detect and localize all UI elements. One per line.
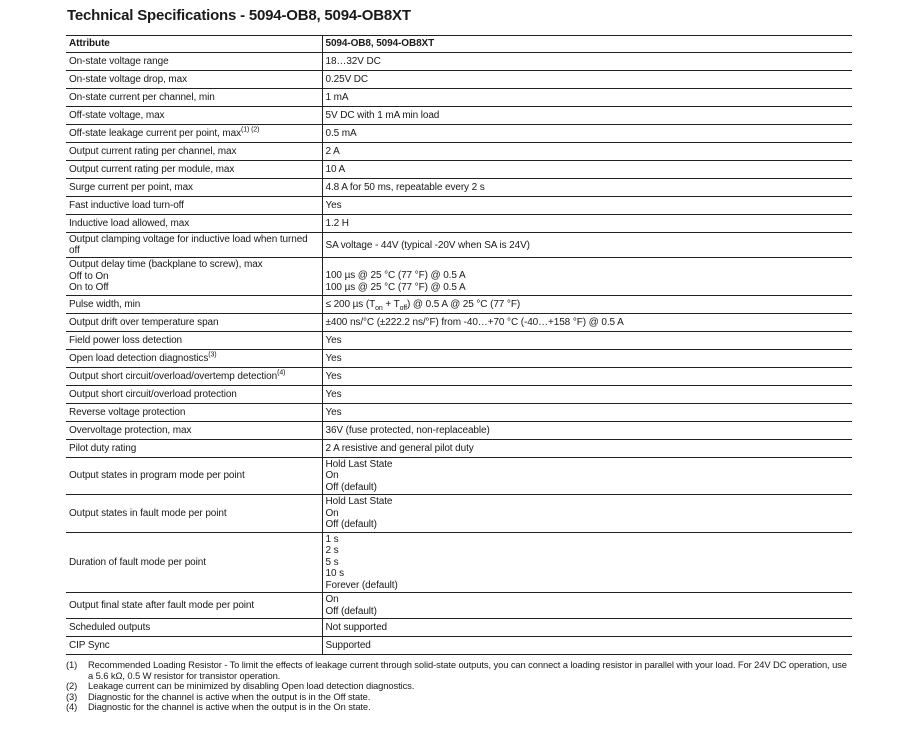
attribute-line: Off to On	[69, 270, 109, 282]
footnote-text: Leakage current can be minimized by disabling Open load detection diagnostics.	[88, 680, 415, 692]
table-row	[66, 143, 852, 161]
attribute-cell	[66, 71, 322, 89]
value-text: Not supported	[325, 622, 388, 633]
spec-table	[66, 35, 852, 655]
value-line: On	[325, 507, 339, 519]
value-subscript: on	[375, 304, 383, 312]
attribute-label: Output states in fault mode per point	[69, 507, 227, 519]
table-row	[66, 161, 852, 179]
value-line: 5 s	[325, 556, 339, 568]
attribute-label: Pilot duty rating	[69, 442, 137, 454]
table-row	[66, 179, 852, 197]
value-cell	[322, 179, 852, 197]
value-cell	[322, 161, 852, 179]
value-cell	[322, 258, 852, 296]
table-row	[66, 233, 852, 258]
attribute-line: On to Off	[69, 282, 109, 293]
table-row	[66, 331, 852, 349]
footnote-number: (3)	[66, 690, 78, 702]
attribute-cell	[66, 258, 322, 296]
value-cell	[322, 125, 852, 143]
value-text: + T	[382, 298, 400, 310]
attribute-label: Output drift over temperature span	[69, 316, 219, 328]
table-row	[66, 295, 852, 313]
table-row	[66, 197, 852, 215]
attribute-cell	[66, 107, 322, 125]
table-row	[66, 385, 852, 403]
value-cell	[322, 89, 852, 107]
value-line	[326, 259, 850, 270]
table-row	[66, 89, 852, 107]
table-row	[66, 532, 852, 593]
attribute-cell	[66, 179, 322, 197]
attribute-label: Off-state leakage current per point, max	[69, 128, 242, 139]
value-text: 2 A	[325, 146, 340, 157]
footnote-number: (2)	[66, 680, 78, 692]
footnote-text: Diagnostic for the channel is active when the output is in the On state.	[88, 701, 371, 713]
attribute-label: On-state current per channel, min	[69, 92, 215, 103]
attribute-label: Output short circuit/overload/overtemp detection	[69, 370, 278, 382]
attribute-cell	[66, 421, 322, 439]
footnote-ref: (3)	[208, 351, 217, 359]
value-text: 0.25V DC	[325, 74, 369, 85]
value-line: 10 s	[325, 568, 345, 579]
value-cell	[322, 53, 852, 71]
attribute-cell	[66, 295, 322, 313]
footnotes	[66, 660, 852, 713]
value-cell	[322, 215, 852, 233]
footnote-ref: (4)	[277, 369, 286, 377]
value-text: 1.2 H	[325, 218, 349, 229]
value-cell	[322, 403, 852, 421]
attribute-cell	[66, 532, 322, 593]
page-title: Technical Specifications - 5094-OB8, 5094-OB8XT	[67, 7, 411, 24]
value-line: Forever (default)	[325, 579, 398, 591]
table-row	[66, 619, 852, 637]
attribute-label: CIP Sync	[69, 640, 110, 651]
footnote-text: Diagnostic for the channel is active when the output is in the Off state.	[88, 690, 371, 702]
value-cell	[322, 349, 852, 367]
attribute-label: Off-state voltage, max	[69, 110, 165, 121]
value-line: 1 s	[325, 533, 339, 545]
attribute-label: Duration of fault mode per point	[69, 556, 206, 568]
value-text: Yes	[325, 200, 342, 211]
footnote-text: Recommended Loading Resistor - To limit the effects of leakage current through solid-state outputs, you can connect a loading resistor in parallel with your load. For 24V DC operation, use a 5.6 kΩ, 0.5 W resistor for transistor operation.	[88, 659, 847, 681]
table-row	[66, 495, 852, 533]
table-row	[66, 593, 852, 619]
value-cell	[322, 385, 852, 403]
attribute-label: Output states in program mode per point	[69, 470, 245, 481]
attribute-cell	[66, 495, 322, 533]
table-row	[66, 457, 852, 495]
value-cell	[322, 532, 852, 593]
footnote-number: (1)	[66, 659, 78, 670]
attribute-label: Output current rating per module, max	[69, 164, 235, 175]
attribute-cell	[66, 53, 322, 71]
attribute-label: Pulse width, min	[69, 298, 141, 310]
value-line: Hold Last State	[325, 496, 393, 507]
value-text: Yes	[325, 370, 342, 382]
value-cell	[322, 233, 852, 258]
value-text: 36V (fuse protected, non-replaceable)	[325, 424, 490, 436]
value-text: 10 A	[325, 164, 346, 175]
table-row	[66, 215, 852, 233]
attribute-label: Output short circuit/overload protection	[69, 388, 237, 400]
value-text: 4.8 A for 50 ms, repeatable every 2 s	[325, 182, 485, 193]
value-cell	[322, 71, 852, 89]
value-text: Yes	[325, 334, 342, 346]
value-text: Yes	[325, 352, 342, 364]
column-header-model: 5094-OB8, 5094-OB8XT	[322, 36, 852, 53]
attribute-cell	[66, 233, 322, 258]
table-row	[66, 125, 852, 143]
attribute-cell	[66, 349, 322, 367]
value-text: ≤ 200 µs (T	[325, 298, 376, 310]
value-line: 2 s	[325, 545, 339, 556]
attribute-label: Output clamping voltage for inductive load when turned off	[69, 234, 308, 256]
attribute-line: Output delay time (backplane to screw), max	[69, 259, 263, 270]
table-row	[66, 439, 852, 457]
table-row	[66, 349, 852, 367]
value-line: Off (default)	[325, 519, 377, 530]
attribute-label: Scheduled outputs	[69, 622, 151, 633]
attribute-label: On-state voltage range	[69, 56, 169, 67]
value-text: ) @ 0.5 A @ 25 °C (77 °F)	[407, 298, 521, 310]
value-cell	[322, 143, 852, 161]
value-text: ±400 ns/°C (±222.2 ns/°F) from -40…+70 °C (-40…+158 °F) @ 0.5 A	[325, 316, 624, 328]
value-cell	[322, 495, 852, 533]
value-line: 100 µs @ 25 °C (77 °F) @ 0.5 A	[325, 281, 466, 293]
footnote-ref: (1) (2)	[241, 126, 260, 134]
attribute-label: On-state voltage drop, max	[69, 74, 188, 85]
attribute-cell	[66, 125, 322, 143]
value-cell	[322, 107, 852, 125]
value-cell	[322, 619, 852, 637]
attribute-cell	[66, 593, 322, 619]
value-text: 5V DC with 1 mA min load	[325, 110, 440, 121]
value-cell	[322, 457, 852, 495]
value-cell	[322, 313, 852, 331]
attribute-cell	[66, 637, 322, 655]
attribute-cell	[66, 619, 322, 637]
value-line: Off (default)	[325, 605, 377, 617]
spec-table-body	[66, 53, 852, 655]
value-line: On	[325, 470, 339, 481]
value-cell	[322, 367, 852, 385]
attribute-cell	[66, 439, 322, 457]
value-line: 100 µs @ 25 °C (77 °F) @ 0.5 A	[325, 270, 466, 282]
attribute-cell	[66, 385, 322, 403]
attribute-cell	[66, 143, 322, 161]
value-cell	[322, 331, 852, 349]
table-header-row	[66, 36, 852, 53]
value-text: 18…32V DC	[325, 56, 381, 67]
footnote-number: (4)	[66, 701, 78, 713]
value-text: Supported	[325, 640, 371, 651]
value-cell	[322, 593, 852, 619]
column-header-attribute: Attribute	[66, 36, 322, 53]
attribute-label: Inductive load allowed, max	[69, 218, 190, 229]
attribute-label: Field power loss detection	[69, 334, 183, 346]
attribute-cell	[66, 403, 322, 421]
attribute-label: Output current rating per channel, max	[69, 146, 237, 157]
table-row	[66, 313, 852, 331]
footnote	[66, 702, 852, 713]
value-line: On	[325, 594, 339, 605]
value-subscript: off	[399, 304, 407, 312]
value-text: Yes	[325, 388, 342, 400]
value-cell	[322, 439, 852, 457]
value-text: 0.5 mA	[325, 128, 357, 139]
value-text: 1 mA	[325, 92, 349, 103]
attribute-label: Fast inductive load turn-off	[69, 200, 184, 211]
attribute-cell	[66, 367, 322, 385]
table-row	[66, 637, 852, 655]
value-line: Off (default)	[325, 481, 377, 493]
value-cell	[322, 197, 852, 215]
attribute-label: Open load detection diagnostics	[69, 352, 209, 364]
spec-page	[66, 6, 852, 713]
attribute-label: Reverse voltage protection	[69, 406, 186, 418]
table-row	[66, 403, 852, 421]
attribute-label: Output final state after fault mode per point	[69, 599, 255, 611]
table-row	[66, 367, 852, 385]
value-text: Yes	[325, 406, 342, 418]
value-text: SA voltage - 44V (typical -20V when SA is 24V)	[325, 239, 530, 251]
value-line: Hold Last State	[325, 458, 393, 470]
table-row	[66, 421, 852, 439]
attribute-label: Surge current per point, max	[69, 182, 193, 193]
value-cell	[322, 295, 852, 313]
attribute-cell	[66, 89, 322, 107]
table-row	[66, 107, 852, 125]
attribute-cell	[66, 161, 322, 179]
value-cell	[322, 637, 852, 655]
attribute-label: Overvoltage protection, max	[69, 424, 192, 436]
table-row	[66, 53, 852, 71]
attribute-cell	[66, 313, 322, 331]
attribute-cell	[66, 457, 322, 495]
attribute-cell	[66, 215, 322, 233]
table-row	[66, 71, 852, 89]
value-text: 2 A resistive and general pilot duty	[325, 442, 474, 454]
footnote	[66, 660, 852, 681]
attribute-cell	[66, 197, 322, 215]
table-row	[66, 258, 852, 296]
value-cell	[322, 421, 852, 439]
attribute-cell	[66, 331, 322, 349]
